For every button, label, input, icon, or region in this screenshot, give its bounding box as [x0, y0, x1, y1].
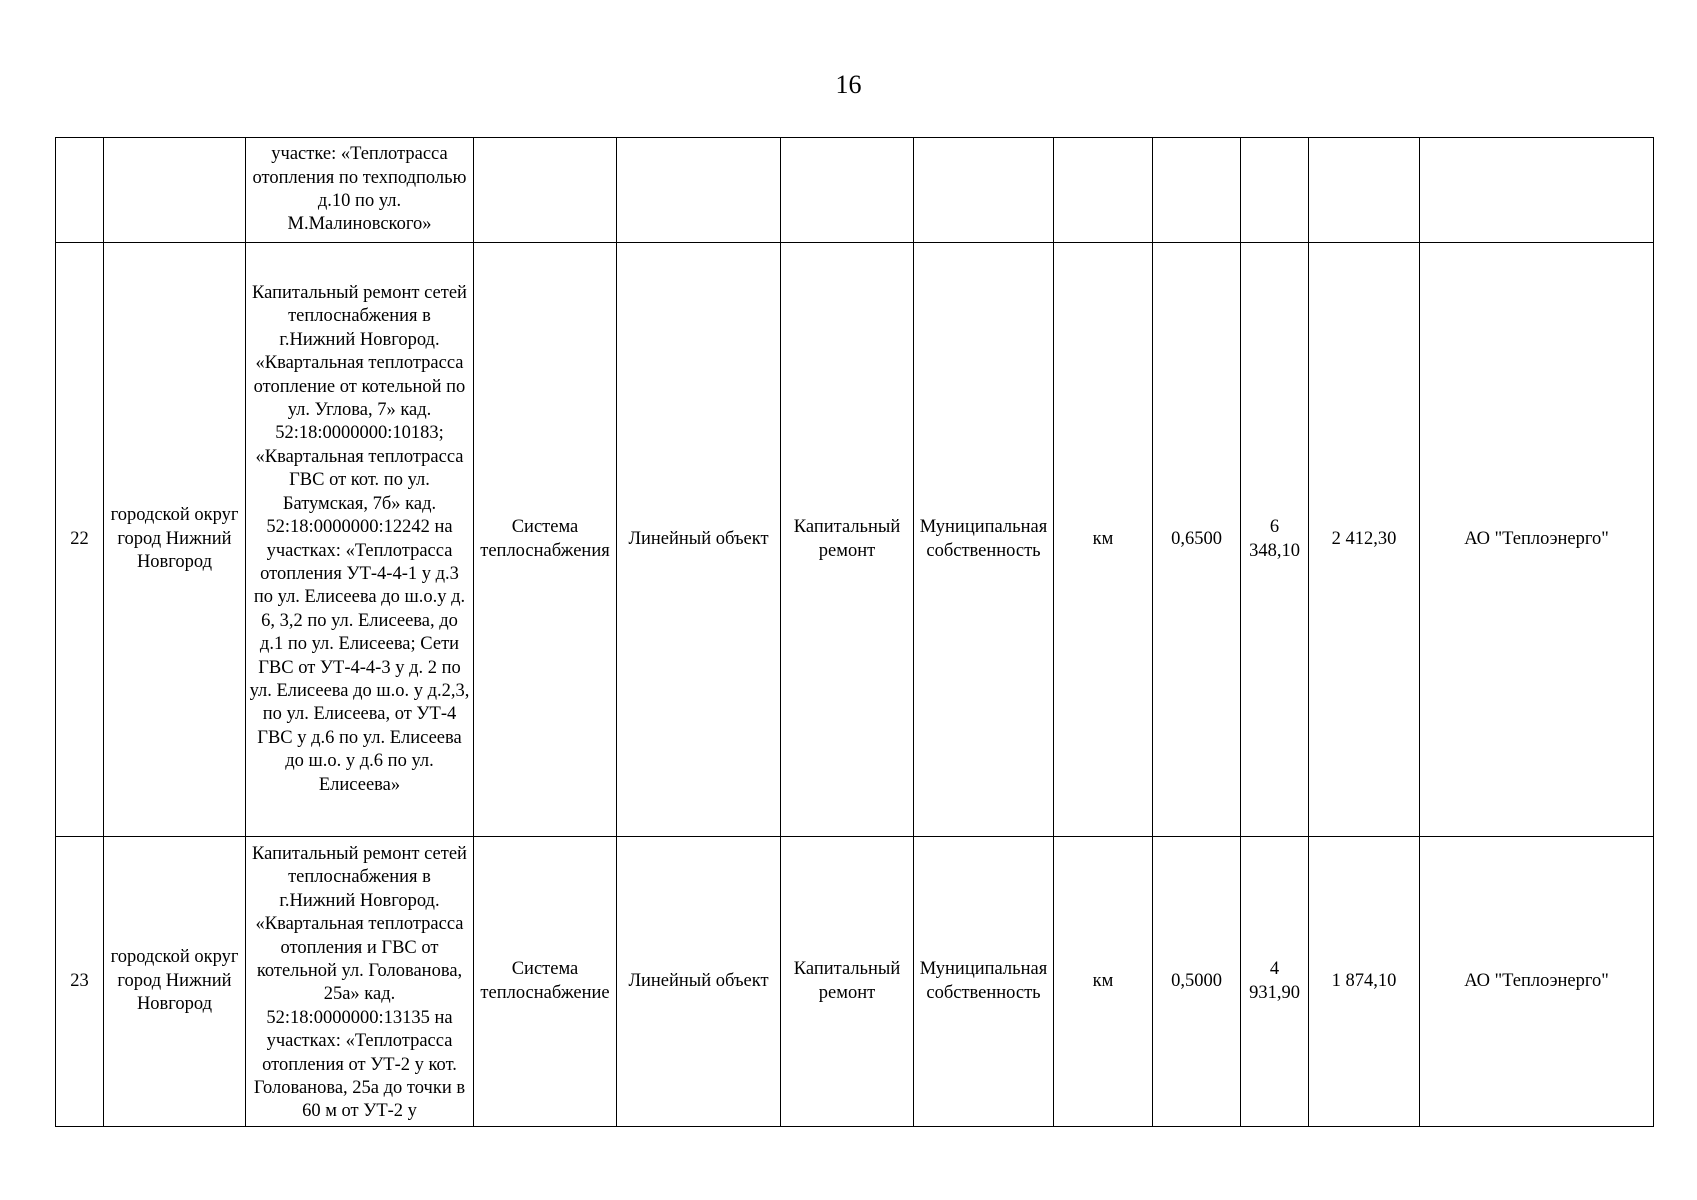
- work-type-cell: Капитальный ремонт: [781, 243, 914, 837]
- amount-cell: 1 874,10: [1309, 837, 1420, 1127]
- work-type-cell: Капитальный ремонт: [781, 837, 914, 1127]
- row-number: 23: [56, 837, 104, 1127]
- cost-cell: [1241, 138, 1309, 243]
- quantity-cell: [1153, 138, 1241, 243]
- page-number: 16: [835, 70, 862, 99]
- description-cell: участке: «Теплотрасса отопления по техподполью д.10 по ул. М.Малиновского»: [246, 138, 474, 243]
- table-row: [56, 837, 1654, 1127]
- description-cell: Капитальный ремонт сетей теплоснабжения в г.Нижний Новгород. «Квартальная теплотрасса отопления и ГВС от котельной ул. Голованова, 25а» кад. 52:18:0000000:13135 на участках: «Теплотрасса отопления от УТ-2 у кот. Голованова, 25а до точки в 60 м от УТ-2 у: [246, 837, 474, 1127]
- object-type-cell: Линейный объект: [617, 837, 781, 1127]
- row-number: 22: [56, 243, 104, 837]
- system-cell: Система теплоснабжения: [474, 243, 617, 837]
- executor-cell: АО "Теплоэнерго": [1420, 243, 1654, 837]
- municipality-cell: городской округ город Нижний Новгород: [104, 837, 246, 1127]
- cost-cell: 6 348,10: [1241, 243, 1309, 837]
- cost-cell: 4 931,90: [1241, 837, 1309, 1127]
- work-type-cell: [781, 138, 914, 243]
- ownership-cell: Муниципальная собственность: [914, 243, 1054, 837]
- description-cell: Капитальный ремонт сетей теплоснабжения в г.Нижний Новгород. «Квартальная теплотрасса отопление от котельной по ул. Углова, 7» кад. 52:18:0000000:10183; «Квартальная теплотрасса ГВС от кот. по ул. Батумская, 7б» кад. 52:18:0000000:12242 на участках: «Теплотрасса отопления УТ-4-4-1 у д.3 по ул. Елисеева до ш.о.у д. 6, 3,2 по ул. Елисеева, до д.1 по ул. Елисеева; Сети ГВС от УТ-4-4-3 у д. 2 по ул. Елисеева до ш.о. у д.2,3, по ул. Елисеева, от УТ-4 ГВС у д.6 по ул. Елисеева до ш.о. у д.6 по ул. Елисеева»: [246, 243, 474, 837]
- amount-cell: [1309, 138, 1420, 243]
- object-type-cell: [617, 138, 781, 243]
- unit-cell: км: [1054, 243, 1153, 837]
- projects-table: [55, 137, 1654, 1127]
- executor-cell: [1420, 138, 1654, 243]
- system-cell: [474, 138, 617, 243]
- amount-cell: 2 412,30: [1309, 243, 1420, 837]
- row-number: [56, 138, 104, 243]
- unit-cell: км: [1054, 837, 1153, 1127]
- table-row: [56, 138, 1654, 243]
- quantity-cell: 0,5000: [1153, 837, 1241, 1127]
- unit-cell: [1054, 138, 1153, 243]
- executor-cell: АО "Теплоэнерго": [1420, 837, 1654, 1127]
- table-row: [56, 243, 1654, 837]
- ownership-cell: Муниципальная собственность: [914, 837, 1054, 1127]
- municipality-cell: [104, 138, 246, 243]
- ownership-cell: [914, 138, 1054, 243]
- object-type-cell: Линейный объект: [617, 243, 781, 837]
- quantity-cell: 0,6500: [1153, 243, 1241, 837]
- system-cell: Система теплоснабжение: [474, 837, 617, 1127]
- municipality-cell: городской округ город Нижний Новгород: [104, 243, 246, 837]
